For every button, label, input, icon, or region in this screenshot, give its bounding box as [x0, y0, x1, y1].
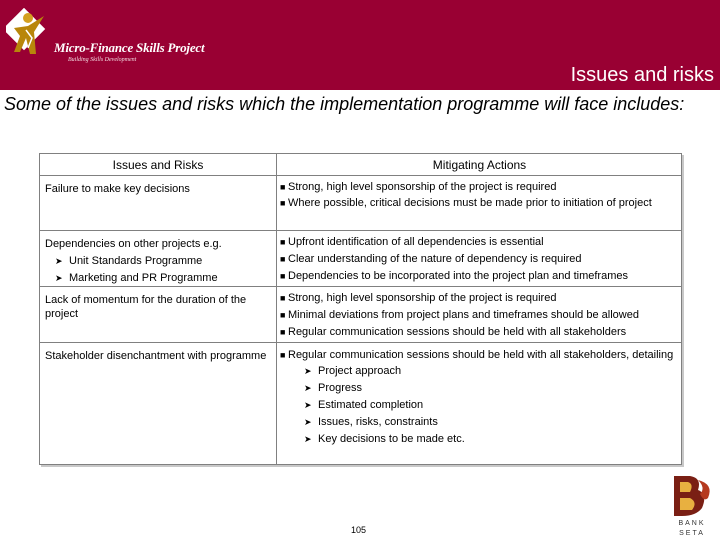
- issue-cell: [45, 349, 273, 363]
- bullet-icon: ■: [280, 254, 286, 264]
- action-item: ■ Clear understanding of the nature of dependency is required: [280, 251, 680, 268]
- micro-finance-logo: [6, 8, 205, 66]
- action-subitem: ➤ Progress: [280, 380, 680, 397]
- header-band: [0, 0, 720, 90]
- table-row: [40, 288, 681, 343]
- seta-logo-text: SETA: [679, 530, 705, 537]
- arrow-bullet-icon: ➤: [304, 417, 312, 427]
- action-subitem: ➤ Issues, risks, constraints: [280, 414, 680, 431]
- actions-cell: [280, 348, 680, 448]
- bullet-icon: ■: [280, 327, 286, 337]
- bullet-icon: ■: [280, 350, 286, 360]
- issue-subitem: ➤ Marketing and PR Programme: [55, 272, 218, 284]
- page-number: 105: [351, 525, 367, 535]
- bullet-icon: ■: [280, 293, 286, 303]
- arrow-bullet-icon: ➤: [304, 366, 312, 376]
- action-item: ■ Upfront identification of all dependencies is essential: [280, 234, 680, 251]
- issue-text: Failure to make key decisions: [45, 183, 190, 195]
- actions-cell: [280, 290, 680, 341]
- bullet-icon: ■: [280, 237, 286, 247]
- action-subitem: ➤ Project approach: [280, 363, 680, 380]
- action-item: ■ Regular communication sessions should be held with all stakeholders, detailing: [280, 349, 674, 361]
- arrow-bullet-icon: ➤: [55, 256, 63, 266]
- issues-risks-table: [39, 153, 682, 465]
- table-header-row: [40, 154, 681, 176]
- arrow-bullet-icon: ➤: [304, 400, 312, 410]
- table-row: [40, 177, 681, 231]
- actions-cell: [280, 179, 680, 213]
- action-item: ■ Minimal deviations from project plans and timeframes should be allowed: [280, 307, 680, 324]
- issue-text: Lack of momentum for the duration of the project: [45, 294, 247, 320]
- table-row: [40, 344, 681, 465]
- table-row: [40, 232, 681, 287]
- bullet-icon: ■: [280, 182, 286, 192]
- arrow-bullet-icon: ➤: [304, 383, 312, 393]
- actions-cell: [280, 234, 680, 285]
- figure-logo-icon: [6, 8, 66, 68]
- issue-subitem: ➤ Unit Standards Programme: [55, 255, 203, 267]
- action-subitem: ➤ Estimated completion: [280, 397, 680, 414]
- action-item: ■ Where possible, critical decisions must be made prior to initiation of project: [280, 197, 652, 209]
- action-item: ■ Regular communication sessions should be held with all stakeholders: [280, 324, 680, 341]
- issue-text: Dependencies on other projects e.g.: [45, 238, 222, 250]
- header-mitigating-actions: Mitigating Actions: [432, 158, 527, 172]
- action-subitem: ➤ Key decisions to be made etc.: [280, 431, 680, 448]
- arrow-bullet-icon: ➤: [304, 434, 312, 444]
- bullet-icon: ■: [280, 310, 286, 320]
- issue-text: Stakeholder disenchantment with programme: [45, 350, 267, 362]
- issue-cell: [45, 237, 273, 285]
- logo-name: Micro-Finance Skills Project: [54, 40, 205, 55]
- bank-logo-text: BANK: [678, 520, 706, 527]
- page-title: Issues and risks: [570, 64, 714, 86]
- bullet-icon: ■: [280, 198, 286, 208]
- action-item: ■ Strong, high level sponsorship of the project is required: [280, 290, 680, 307]
- issue-cell: [45, 293, 273, 321]
- intro-text: Some of the issues and risks which the implementation programme will face includes:: [4, 94, 685, 114]
- action-item: ■ Strong, high level sponsorship of the project is required: [280, 179, 680, 196]
- issue-cell: [45, 182, 273, 196]
- logo-tagline: Building Skills Development: [68, 57, 137, 63]
- action-item: ■ Dependencies to be incorporated into the project plan and timeframes: [280, 268, 680, 285]
- arrow-bullet-icon: ➤: [55, 273, 63, 283]
- bullet-icon: ■: [280, 271, 286, 281]
- header-issues-and-risks: Issues and Risks: [112, 158, 204, 172]
- bankseta-logo-icon: [668, 472, 716, 538]
